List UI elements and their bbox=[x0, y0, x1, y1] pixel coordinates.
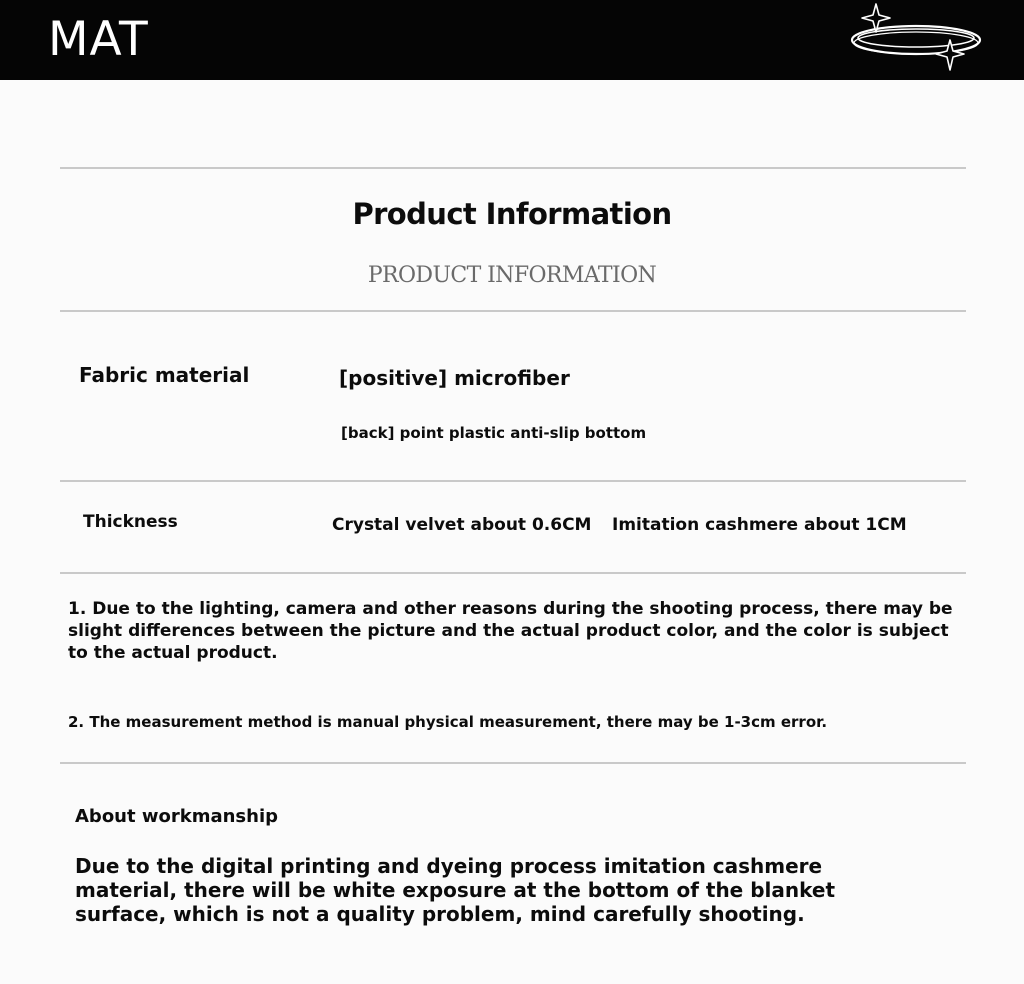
workmanship-heading: About workmanship bbox=[75, 806, 279, 827]
brand-name: MAT bbox=[48, 12, 149, 67]
fabric-back-value: [back] point plastic anti-slip bottom bbox=[341, 424, 647, 442]
thickness-value-crystal-velvet: Crystal velvet about 0.6CM bbox=[332, 515, 592, 535]
fabric-front-value: [positive] microfiber bbox=[339, 366, 570, 390]
note-measurement: 2. The measurement method is manual physical measurement, there may be 1-3cm error. bbox=[68, 713, 828, 731]
divider bbox=[60, 310, 966, 312]
header-bar bbox=[0, 0, 1024, 80]
note-color-difference: 1. Due to the lighting, camera and other reasons during the shooting process, there may be slight differences between the picture and the actual product color, and the color is subject to the actual product. bbox=[68, 599, 953, 663]
fabric-material-label: Fabric material bbox=[79, 363, 250, 387]
thickness-label: Thickness bbox=[83, 512, 178, 532]
page-subtitle: PRODUCT INFORMATION bbox=[367, 263, 657, 288]
workmanship-body: Due to the digital printing and dyeing process imitation cashmere material, there will be white exposure at the bottom of the blanket surface, which is not a quality problem, mind carefully shooting. bbox=[75, 854, 835, 926]
thickness-value-imitation-cashmere: Imitation cashmere about 1CM bbox=[612, 515, 907, 535]
divider bbox=[60, 572, 966, 574]
divider bbox=[60, 480, 966, 482]
divider bbox=[60, 762, 966, 764]
page-title: Product Information bbox=[352, 197, 672, 231]
ring-with-sparkles-icon bbox=[842, 2, 990, 76]
divider bbox=[60, 167, 966, 169]
